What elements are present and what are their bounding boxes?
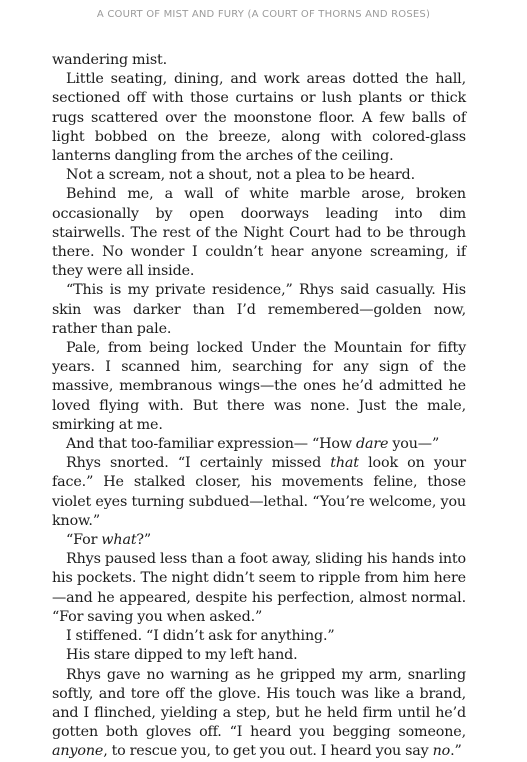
italic-text: what: [101, 532, 137, 549]
paragraph: [52, 531, 466, 550]
text-run: Pale, from being locked Under the Mountain for fifty years. I scanned him, searching for any sign of the massive, membranous wings—the ones he’d admitted he loved flying with. But there was none. Just the male, smirking at me.: [52, 340, 466, 433]
text-run: , to rescue you, to get you out. I heard you say: [103, 743, 433, 760]
text-run: And that too-familiar expression— “How: [66, 436, 356, 453]
chapter-text: [52, 51, 466, 762]
text-run: Rhys gave no warning as he gripped my arm, snarling softly, and tore off the glove. His touch was like a brand, and I flinched, yielding a step, but he held firm until he’d gotten both gloves off. “I heard you begging someone,: [52, 666, 466, 741]
text-run: Rhys snorted. “I certainly missed: [66, 455, 331, 472]
paragraph: [52, 666, 466, 762]
text-run: you—”: [388, 436, 440, 453]
text-run: His stare dipped to my left hand.: [66, 647, 298, 664]
paragraph: [52, 185, 466, 281]
text-run: Not a scream, not a shout, not a plea to be heard.: [66, 167, 415, 184]
paragraph: [52, 70, 466, 166]
paragraph: [52, 51, 466, 70]
paragraph: [52, 454, 466, 531]
text-run: Rhys paused less than a foot away, sliding his hands into his pockets. The night didn’t seem to ripple from him here—and he appeared, despite his perfection, almost normal. “For saving you when asked.”: [52, 551, 466, 625]
paragraph: [52, 281, 466, 339]
text-run: “For: [66, 532, 102, 549]
paragraph: [52, 646, 466, 665]
paragraph: [52, 166, 466, 185]
paragraph: [52, 627, 466, 646]
text-run: wandering mist.: [52, 52, 167, 68]
text-run: ?”: [136, 532, 152, 549]
italic-text: dare: [355, 436, 389, 453]
text-run: Behind me, a wall of white marble arose, broken occasionally by open doorways leading into dim stairwells. The rest of the Night Court had to be through there. No wonder I couldn’t hear anyone screaming, if they were all inside.: [52, 186, 466, 280]
text-run: “This is my private residence,” Rhys said casually. His skin was darker than I’d remembered—golden now, rather than pale.: [52, 282, 466, 337]
italic-text: that: [330, 455, 359, 472]
running-header: A COURT OF MIST AND FURY (A COURT OF THORNS AND ROSES): [96, 9, 431, 20]
paragraph: [52, 550, 466, 627]
paragraph: [52, 339, 466, 435]
text-run: Little seating, dining, and work areas dotted the hall, sectioned off with those curtains or lush plants or thick rugs scattered over the moonstone floor. A few balls of light bobbed on the breeze, along with colored-glass lanterns dangling from the arches of the ceiling.: [52, 71, 466, 165]
italic-text: anyone: [52, 743, 104, 760]
text-run: look on your face.” He stalked closer, his movements feline, those violet eyes turning subdued—lethal. “You’re welcome, you know.”: [52, 455, 466, 529]
text-run: I stiffened. “I didn’t ask for anything.”: [66, 628, 335, 645]
italic-text: no: [432, 743, 451, 760]
text-run: .”: [450, 743, 462, 760]
paragraph: [52, 435, 466, 454]
